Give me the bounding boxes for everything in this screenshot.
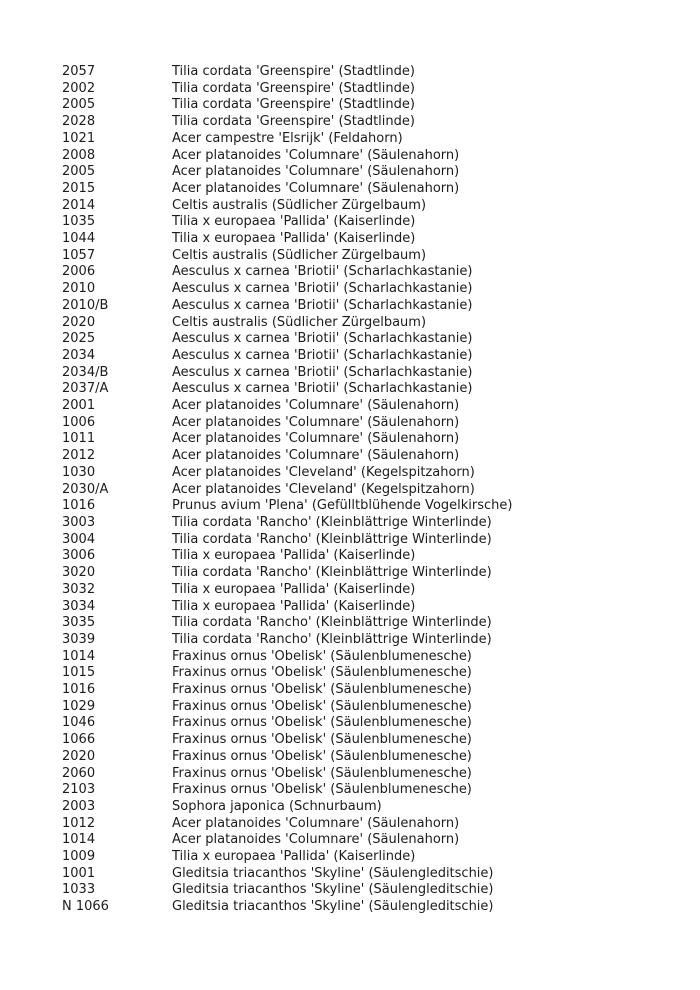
tree-list-row [62,381,680,398]
tree-id: 2003 [62,798,96,814]
tree-id: 2008 [62,147,96,163]
tree-list-row [62,431,680,448]
tree-id: 2028 [62,114,96,130]
tree-id: 2012 [62,448,96,464]
tree-name: Sophora japonica (Schnurbaum) [172,798,382,814]
tree-list-row [62,832,680,849]
tree-list-row [62,465,680,482]
tree-id: 1035 [62,214,96,230]
tree-list-row [62,766,680,783]
tree-name: Aesculus x carnea 'Briotii' (Scharlachkastanie) [172,381,473,397]
tree-id: 2020 [62,314,96,330]
tree-id: 1012 [62,815,96,831]
tree-name: Celtis australis (Südlicher Zürgelbaum) [172,247,427,263]
tree-list-row [62,565,680,582]
tree-name: Tilia cordata 'Greenspire' (Stadtlinde) [172,80,415,96]
tree-list-row [62,482,680,499]
tree-name: Fraxinus ornus 'Obelisk' (Säulenblumenesche) [172,715,472,731]
tree-id: 1044 [62,231,96,247]
tree-list [62,64,680,916]
tree-list-row [62,615,680,632]
tree-id: 2015 [62,180,96,196]
tree-id: 2034 [62,347,96,363]
tree-id: 3035 [62,615,96,631]
tree-id: 2057 [62,64,96,79]
tree-id: 1009 [62,849,96,865]
tree-name: Gleditsia triacanthos 'Skyline' (Säulengleditschie) [172,882,494,898]
tree-id: 1033 [62,882,96,898]
tree-name: Fraxinus ornus 'Obelisk' (Säulenblumenesche) [172,782,472,798]
tree-list-row [62,415,680,432]
tree-id: N 1066 [62,899,109,915]
tree-id: 2034/B [62,364,109,380]
tree-name: Tilia x europaea 'Pallida' (Kaiserlinde) [172,598,416,614]
tree-list-row [62,315,680,332]
tree-list-row [62,365,680,382]
tree-name: Acer platanoides 'Columnare' (Säulenahorn) [172,815,460,831]
tree-id: 2010 [62,281,96,297]
tree-id: 1021 [62,130,96,146]
tree-name: Acer platanoides 'Columnare' (Säulenahorn) [172,398,460,414]
tree-name: Prunus avium 'Plena' (Gefülltblühende Vogelkirsche) [172,498,513,514]
tree-list-row [62,448,680,465]
tree-name: Fraxinus ornus 'Obelisk' (Säulenblumenesche) [172,698,472,714]
tree-list-row [62,114,680,131]
tree-list-row [62,699,680,716]
tree-name: Acer platanoides 'Columnare' (Säulenahorn) [172,180,460,196]
tree-list-row [62,148,680,165]
tree-list-row [62,582,680,599]
tree-id: 1029 [62,698,96,714]
tree-name: Tilia cordata 'Greenspire' (Stadtlinde) [172,64,415,79]
tree-list-row [62,799,680,816]
tree-list-row [62,882,680,899]
tree-list-row [62,164,680,181]
tree-id: 3039 [62,631,96,647]
tree-list-row [62,599,680,616]
tree-name: Acer platanoides 'Columnare' (Säulenahorn) [172,431,460,447]
tree-name: Tilia cordata 'Greenspire' (Stadtlinde) [172,114,415,130]
tree-id: 2006 [62,264,96,280]
tree-name: Aesculus x carnea 'Briotii' (Scharlachkastanie) [172,347,473,363]
tree-id: 2037/A [62,381,109,397]
tree-id: 3020 [62,565,96,581]
tree-list-row [62,515,680,532]
tree-list-row [62,81,680,98]
tree-id: 3004 [62,531,96,547]
tree-name: Acer platanoides 'Columnare' (Säulenahorn) [172,164,460,180]
tree-name: Tilia cordata 'Rancho' (Kleinblättrige Winterlinde) [172,615,492,631]
tree-name: Tilia x europaea 'Pallida' (Kaiserlinde) [172,214,416,230]
tree-id: 2005 [62,97,96,113]
tree-name: Tilia cordata 'Greenspire' (Stadtlinde) [172,97,415,113]
tree-id: 1057 [62,247,96,263]
tree-list-row [62,632,680,649]
tree-id: 3032 [62,581,96,597]
tree-id: 1016 [62,498,96,514]
tree-name: Celtis australis (Südlicher Zürgelbaum) [172,197,427,213]
tree-list-row [62,281,680,298]
tree-list-row [62,682,680,699]
tree-id: 2030/A [62,481,109,497]
tree-id: 1014 [62,648,96,664]
tree-id: 1030 [62,464,96,480]
tree-name: Tilia x europaea 'Pallida' (Kaiserlinde) [172,581,416,597]
tree-name: Fraxinus ornus 'Obelisk' (Säulenblumenesche) [172,765,472,781]
tree-id: 3006 [62,548,96,564]
tree-id: 3003 [62,514,96,530]
tree-name: Aesculus x carnea 'Briotii' (Scharlachkastanie) [172,364,473,380]
tree-name: Aesculus x carnea 'Briotii' (Scharlachkastanie) [172,264,473,280]
tree-name: Tilia x europaea 'Pallida' (Kaiserlinde) [172,548,416,564]
tree-id: 1011 [62,431,96,447]
tree-id: 1016 [62,682,96,698]
tree-list-row [62,264,680,281]
tree-list-row [62,849,680,866]
tree-name: Tilia x europaea 'Pallida' (Kaiserlinde) [172,231,416,247]
tree-id: 2060 [62,765,96,781]
tree-name: Acer platanoides 'Columnare' (Säulenahorn) [172,448,460,464]
tree-id: 1046 [62,715,96,731]
tree-list-row [62,298,680,315]
tree-list-row [62,715,680,732]
tree-name: Tilia cordata 'Rancho' (Kleinblättrige Winterlinde) [172,514,492,530]
tree-list-row [62,532,680,549]
tree-id: 1014 [62,832,96,848]
tree-list-row [62,231,680,248]
tree-list-row [62,198,680,215]
tree-id: 2103 [62,782,96,798]
tree-list-row [62,899,680,916]
tree-name: Aesculus x carnea 'Briotii' (Scharlachkastanie) [172,331,473,347]
tree-name: Aesculus x carnea 'Briotii' (Scharlachkastanie) [172,297,473,313]
tree-name: Acer platanoides 'Cleveland' (Kegelspitzahorn) [172,481,475,497]
tree-name: Acer platanoides 'Columnare' (Säulenahorn) [172,832,460,848]
tree-list-row [62,749,680,766]
tree-id: 2005 [62,164,96,180]
tree-list-row [62,649,680,666]
tree-name: Acer platanoides 'Columnare' (Säulenahorn) [172,147,460,163]
tree-id: 1006 [62,414,96,430]
tree-id: 3034 [62,598,96,614]
tree-name: Fraxinus ornus 'Obelisk' (Säulenblumenesche) [172,648,472,664]
tree-id: 2020 [62,748,96,764]
tree-name: Fraxinus ornus 'Obelisk' (Säulenblumenesche) [172,665,472,681]
tree-name: Acer platanoides 'Cleveland' (Kegelspitzahorn) [172,464,475,480]
tree-list-row [62,398,680,415]
tree-list-row [62,97,680,114]
tree-list-row [62,331,680,348]
tree-name: Fraxinus ornus 'Obelisk' (Säulenblumenesche) [172,682,472,698]
tree-list-row [62,181,680,198]
tree-list-row [62,665,680,682]
tree-id: 2001 [62,398,96,414]
tree-name: Celtis australis (Südlicher Zürgelbaum) [172,314,427,330]
tree-name: Gleditsia triacanthos 'Skyline' (Säulengleditschie) [172,865,494,881]
tree-id: 2002 [62,80,96,96]
tree-list-row [62,348,680,365]
tree-name: Tilia cordata 'Rancho' (Kleinblättrige Winterlinde) [172,531,492,547]
tree-name: Acer platanoides 'Columnare' (Säulenahorn) [172,414,460,430]
tree-name: Fraxinus ornus 'Obelisk' (Säulenblumenesche) [172,732,472,748]
tree-list-row [62,248,680,265]
tree-list-row [62,548,680,565]
tree-name: Aesculus x carnea 'Briotii' (Scharlachkastanie) [172,281,473,297]
tree-name: Gleditsia triacanthos 'Skyline' (Säulengleditschie) [172,899,494,915]
tree-name: Fraxinus ornus 'Obelisk' (Säulenblumenesche) [172,748,472,764]
tree-list-row [62,816,680,833]
tree-name: Tilia cordata 'Rancho' (Kleinblättrige Winterlinde) [172,631,492,647]
tree-id: 1066 [62,732,96,748]
tree-list-row [62,214,680,231]
tree-name: Acer campestre 'Elsrijk' (Feldahorn) [172,130,403,146]
tree-list-row [62,732,680,749]
tree-id: 2010/B [62,297,109,313]
tree-list-row [62,782,680,799]
tree-list-row [62,64,680,81]
tree-id: 2025 [62,331,96,347]
tree-id: 1015 [62,665,96,681]
tree-list-row [62,866,680,883]
tree-list-row [62,498,680,515]
tree-id: 1001 [62,865,96,881]
tree-name: Tilia x europaea 'Pallida' (Kaiserlinde) [172,849,416,865]
tree-name: Tilia cordata 'Rancho' (Kleinblättrige Winterlinde) [172,565,492,581]
tree-list-row [62,131,680,148]
tree-id: 2014 [62,197,96,213]
